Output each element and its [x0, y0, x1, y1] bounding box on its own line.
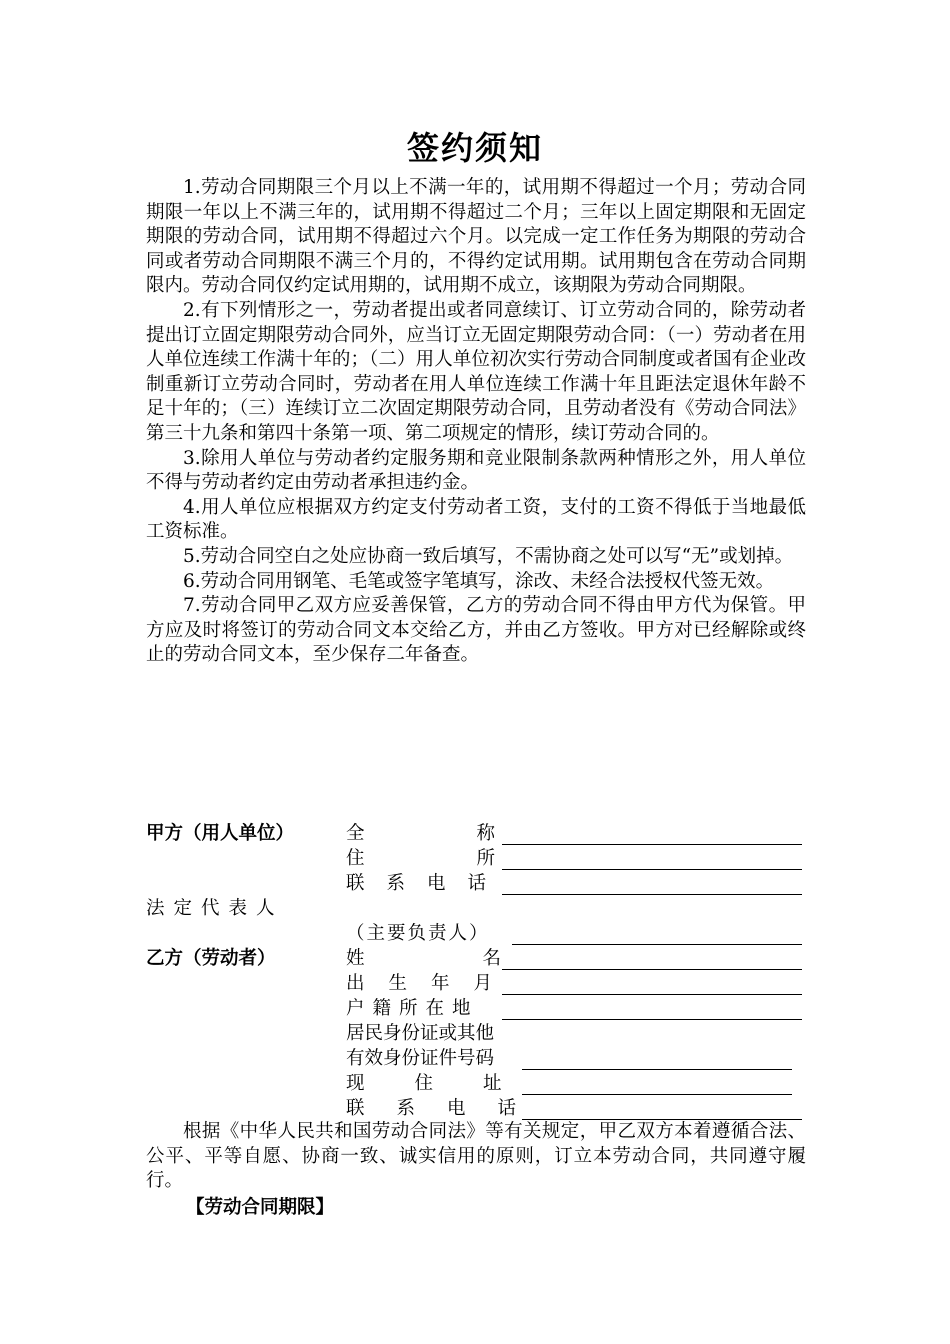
rule-item: 3.除用人单位与劳动者约定服务期和竞业限制条款两种情形之外，用人单位不得与劳动者约定由劳动者承担违约金。: [146, 447, 806, 494]
section-heading: 【劳动合同期限】: [186, 1197, 335, 1218]
field-label-birth: 出生年月: [346, 973, 517, 994]
household-blank[interactable]: [502, 1019, 802, 1020]
closing-text: 根据《中华人民共和国劳动合同法》等有关规定，甲乙双方本着遵循合法、公平、平等自愿、协商一致、诚实信用的原则，订立本劳动合同，共同遵守履行。: [146, 1121, 806, 1192]
field-label-phone-b: 联系电话: [346, 1098, 549, 1119]
legal-rep-label: 法定代表人: [146, 898, 284, 919]
party-a-label: 甲方（用人单位）: [146, 823, 295, 844]
rule-item: 5.劳动合同空白之处应协商一致后填写，不需协商之处可以写“无”或划掉。: [183, 545, 794, 567]
id-number-blank[interactable]: [522, 1069, 792, 1070]
rule-item: 4.用人单位应根据双方约定支付劳动者工资，支付的工资不得低于当地最低工资标准。: [146, 496, 806, 543]
field-label-full-name: 全称: [346, 823, 608, 844]
page-title: 签约须知: [406, 129, 543, 167]
field-label-phone-a: 联系电话: [346, 873, 509, 894]
birth-blank[interactable]: [502, 994, 802, 995]
full-name-blank[interactable]: [502, 844, 802, 845]
principal-blank[interactable]: [512, 944, 802, 945]
current-address-blank[interactable]: [522, 1094, 792, 1095]
rule-item: 1.劳动合同期限三个月以上不满一年的，试用期不得超过一个月；劳动合同期限一年以上不满三年的，试用期不得超过二个月；三年以上固定期限和无固定期限的劳动合同，试用期不得超过六个月。以完成一定工作任务为期限的劳动合同或者劳动合同期限不满三个月的，不得约定试用期。试用期包含在劳动合同期限内。劳动合同仅约定试用期的，试用期不成立，该期限为劳动合同期限。: [146, 177, 806, 297]
field-label-id-line1: 居民身份证或其他: [346, 1023, 495, 1044]
field-label-address: 住所: [346, 848, 608, 869]
party-b-label: 乙方（劳动者）: [146, 948, 276, 969]
rule-item: 2.有下列情形之一，劳动者提出或者同意续订、订立劳动合同的，除劳动者提出订立固定期限劳动合同外，应当订立无固定期限劳动合同：（一）劳动者在用人单位连续工作满十年的；（二）用人单位初次实行劳动合同制度或者国有企业改制重新订立劳动合同时，劳动者在用人单位连续工作满十年且距法定退休年龄不足十年的；（三）连续订立二次固定期限劳动合同，且劳动者没有《劳动合同法》第三十九条和第四十条第一项、第二项规定的情形，续订劳动合同的。: [146, 299, 806, 444]
principal-label: （主要负责人）: [346, 923, 490, 944]
rule-item: 7.劳动合同甲乙双方应妥善保管，乙方的劳动合同不得由甲方代为保管。甲方应及时将签订的劳动合同文本交给乙方，并由乙方签收。甲方对已经解除或终止的劳动合同文本，至少保存二年备查。: [146, 595, 806, 666]
field-label-current-address: 现住址: [346, 1073, 552, 1094]
name-blank[interactable]: [502, 969, 802, 970]
field-label-household: 户籍所在地: [346, 998, 479, 1019]
phone-a-blank[interactable]: [502, 894, 802, 895]
address-blank[interactable]: [502, 869, 802, 870]
rules-list: [146, 176, 806, 668]
field-label-id-line2: 有效身份证件号码: [346, 1048, 495, 1069]
rule-item: 6.劳动合同用钢笔、毛笔或签字笔填写，涂改、未经合法授权代签无效。: [183, 570, 775, 592]
closing-paragraph: [146, 1120, 806, 1194]
field-label-name: 姓名: [346, 948, 620, 969]
